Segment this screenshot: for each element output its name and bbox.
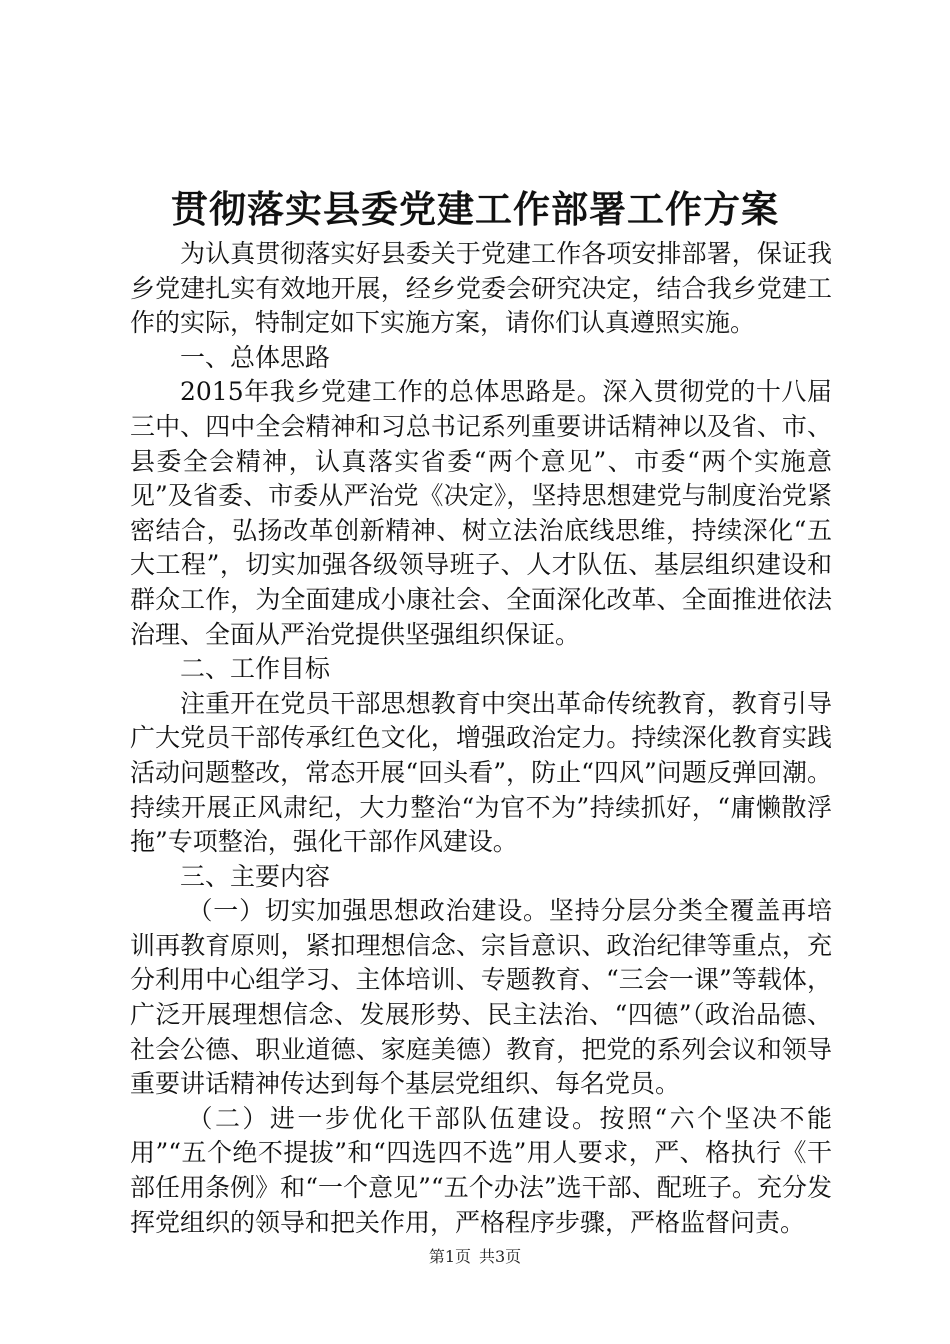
section-heading-main-content: 三、主要内容: [180, 861, 331, 891]
page-total: 共3页: [479, 1247, 522, 1266]
document-title: 贯彻落实县委党建工作部署工作方案: [171, 187, 779, 231]
section-heading-work-goals: 二、工作目标: [180, 654, 331, 684]
overall-approach-paragraph: 2015年我乡党建工作的总体思路是。深入贯彻党的十八届三中、四中全会精神和习总书记系列重要讲话精神以及省、市、县委全会精神，认真落实省委“两个意见”、市委“两个实施意见”及省委、市委从严治党《决定》，坚持思想建党与制度治党紧密结合，弘扬改革创新精神、树立法治底线思维，持续深化“五大工程”，切实加强各级领导班子、人才队伍、基层组织建设和群众工作，为全面建成小康社会、全面深化改革、全面推进依法治理、全面从严治党提供坚强组织保证。: [130, 377, 832, 649]
document-body: [130, 237, 832, 1240]
section-heading-overall-approach: 一、总体思路: [180, 342, 331, 372]
work-goals-paragraph: 注重开在党员干部思想教育中突出革命传统教育，教育引导广大党员干部传承红色文化，增强政治定力。持续深化教育实践活动问题整改，常态开展“回头看”，防止“四风”问题反弹回潮。持续开展正风肃纪，大力整治“为官不为”持续抓好，“庸懒散浮拖”专项整治，强化干部作风建设。: [130, 688, 832, 857]
page-number: 第1页: [428, 1247, 471, 1266]
main-content-item-1: （一）切实加强思想政治建设。坚持分层分类全覆盖再培训再教育原则，紧扣理想信念、宗旨意识、政治纪律等重点，充分利用中心组学习、主体培训、专题教育、“三会一课”等载体，广泛开展理想信念、发展形势、民主法治、“四德”（政治品德、社会公德、职业道德、家庭美德）教育，把党的系列会议和领导重要讲话精神传达到每个基层党组织、每名党员。: [130, 896, 832, 1099]
page-footer: [0, 1245, 950, 1269]
intro-paragraph: 为认真贯彻落实好县委关于党建工作各项安排部署，保证我乡党建扎实有效地开展，经乡党委会研究决定，结合我乡党建工作的实际，特制定如下实施方案，请你们认真遵照实施。: [130, 239, 832, 338]
main-content-item-2: （二）进一步优化干部队伍建设。按照“六个坚决不能用”“五个绝不提拔”和“四选四不选”用人要求，严、格执行《干部任用条例》和“一个意见”“五个办法”选干部、配班子。充分发挥党组织的领导和把关作用，严格程序步骤，严格监督问责。: [130, 1103, 832, 1237]
